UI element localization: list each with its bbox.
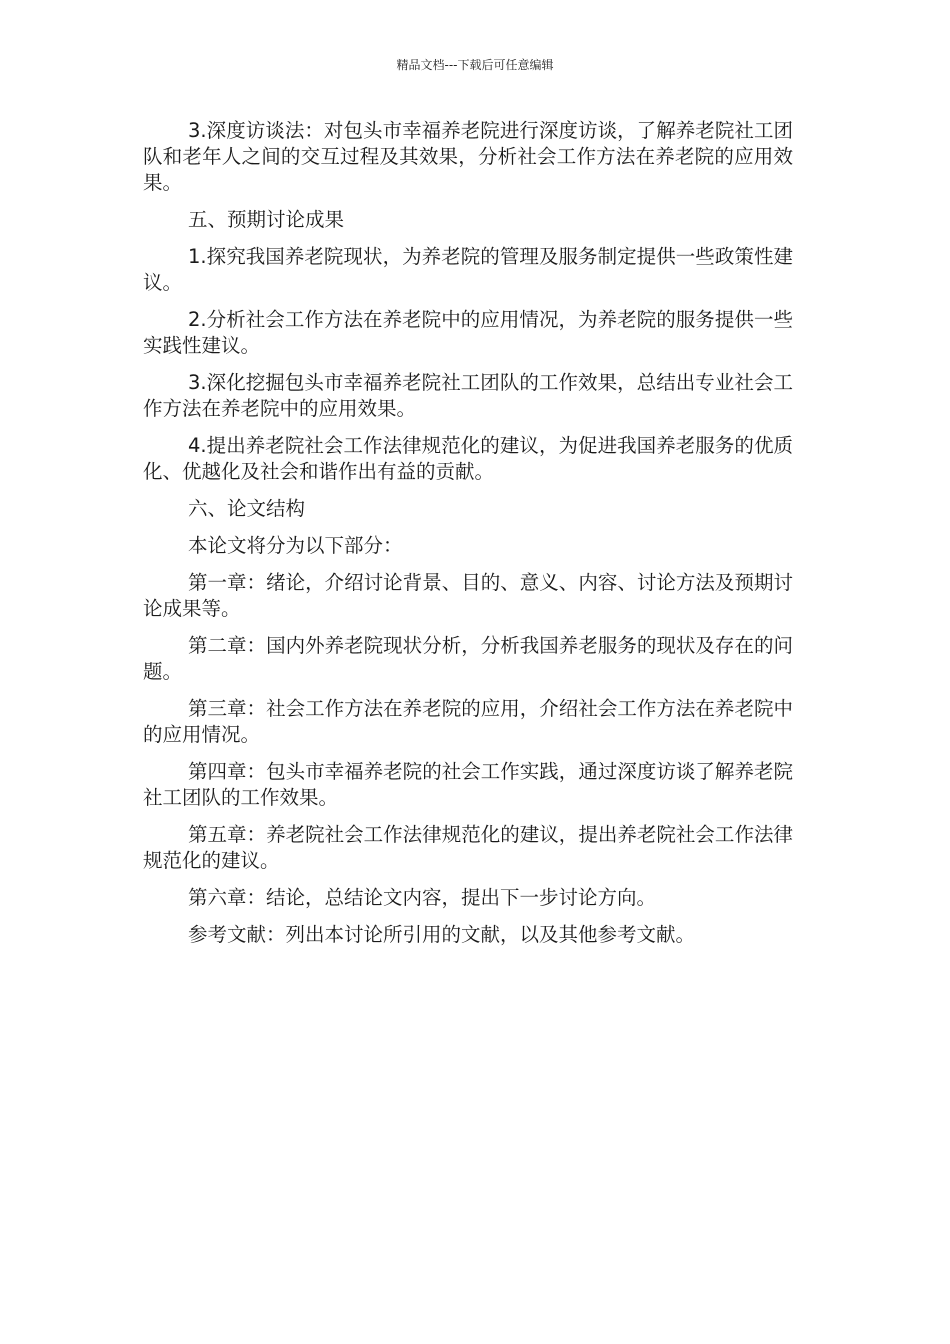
paragraph-structure-intro: 本论文将分为以下部分： <box>188 534 403 557</box>
paragraph-chapter-2: 第二章：国内外养老院现状分析，分析我国养老服务的现状及存在的问题。 <box>143 634 793 683</box>
paragraph-references: 参考文献：列出本讨论所引用的文献，以及其他参考文献。 <box>188 923 696 946</box>
paragraph-result-1: 1.探究我国养老院现状，为养老院的管理及服务制定提供一些政策性建议。 <box>143 245 793 294</box>
paragraph-chapter-4: 第四章：包头市幸福养老院的社会工作实践，通过深度访谈了解养老院社工团队的工作效果。 <box>143 760 793 809</box>
paragraph-chapter-6: 第六章：结论，总结论文内容，提出下一步讨论方向。 <box>188 886 657 909</box>
paragraph-result-2: 2.分析社会工作方法在养老院中的应用情况，为养老院的服务提供一些实践性建议。 <box>143 308 793 357</box>
paragraph-chapter-3: 第三章：社会工作方法在养老院的应用，介绍社会工作方法在养老院中的应用情况。 <box>143 697 793 746</box>
page-header: 精品文档---下载后可任意编辑 <box>396 58 554 72</box>
paragraph-result-3: 3.深化挖掘包头市幸福养老院社工团队的工作效果，总结出专业社会工作方法在养老院中的应用效果。 <box>143 371 793 420</box>
document-body <box>143 118 793 959</box>
paragraph-method-interview: 3.深度访谈法：对包头市幸福养老院进行深度访谈，了解养老院社工团队和老年人之间的交互过程及其效果，分析社会工作方法在养老院的应用效果。 <box>143 119 793 194</box>
section-heading-thesis-structure: 六、论文结构 <box>188 497 306 520</box>
paragraph-chapter-5: 第五章：养老院社会工作法律规范化的建议，提出养老院社会工作法律规范化的建议。 <box>143 823 793 872</box>
section-heading-expected-results: 五、预期讨论成果 <box>188 208 345 231</box>
paragraph-chapter-1: 第一章：绪论，介绍讨论背景、目的、意义、内容、讨论方法及预期讨论成果等。 <box>143 571 793 620</box>
paragraph-result-4: 4.提出养老院社会工作法律规范化的建议，为促进我国养老服务的优质化、优越化及社会和谐作出有益的贡献。 <box>143 434 793 483</box>
